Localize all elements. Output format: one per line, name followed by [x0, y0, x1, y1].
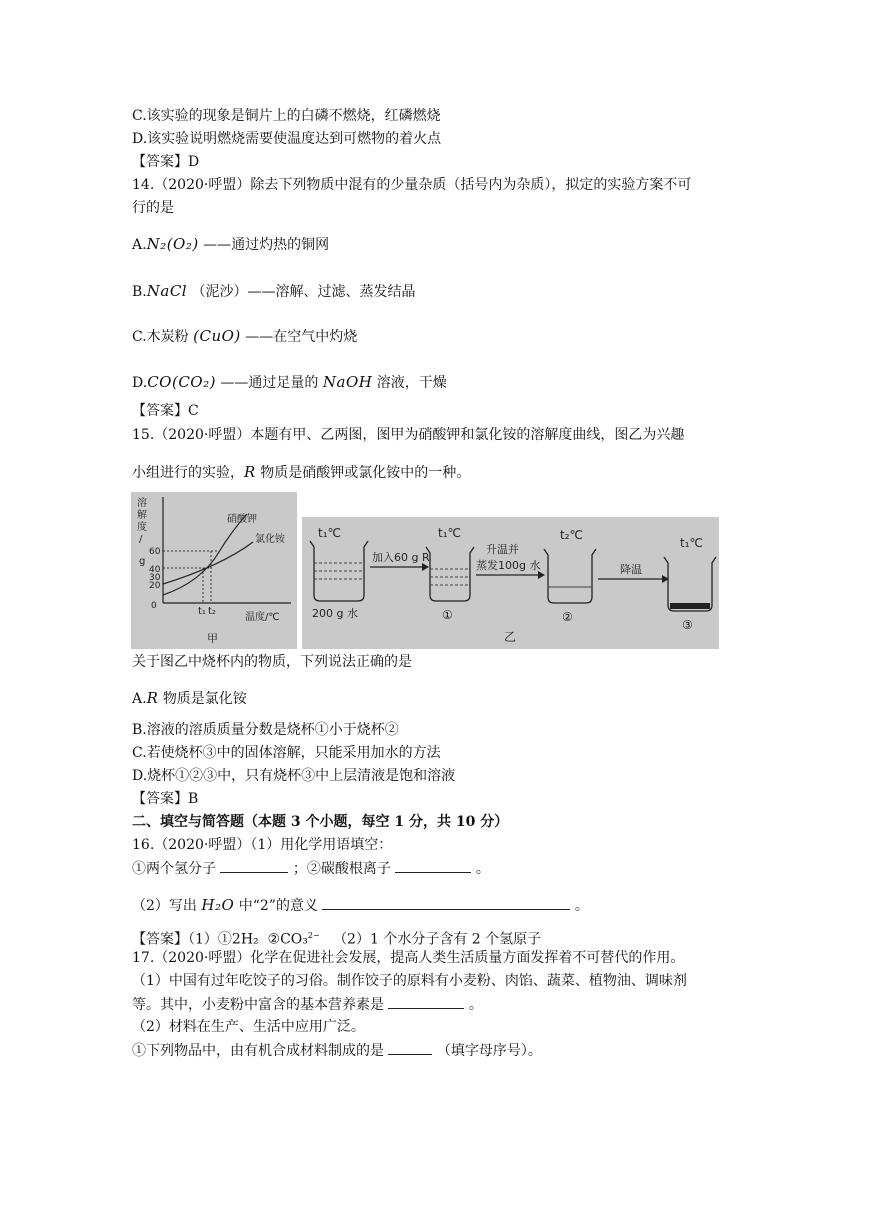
jia-ylabel-0: 溶: [137, 498, 147, 509]
figure-yi: [302, 517, 719, 649]
q16-part1-label: ①两个氢分子: [132, 861, 216, 877]
q14-d-formula2: NaOH: [322, 373, 373, 391]
q15-option-b: B.溶液的溶质质量分数是烧杯①小于烧杯②: [132, 722, 399, 738]
q14-c-formula: (CuO): [193, 327, 241, 345]
q17-p1-line2-pre: 等。其中，小麦粉中富含的基本营养素是: [132, 997, 384, 1013]
q16-part1-end: 。: [475, 861, 490, 877]
q16-part1-mid: ；②碳酸根离子: [292, 861, 391, 877]
q15-a-text: 物质是氯化铵: [162, 691, 247, 707]
yi-beaker3-solid: [670, 603, 710, 609]
yi-beaker1-temp: t₁℃: [438, 526, 461, 540]
q17-p1-line2: [132, 994, 483, 1015]
jia-ylabel-1: 解: [137, 510, 147, 521]
q16-blank1[interactable]: [220, 858, 288, 873]
q15-stem-line2: [132, 462, 470, 483]
yi-arrow1-head: [422, 563, 429, 571]
q14-stem-line1: 14.（2020·呼盟）除去下列物质中混有的少量杂质（括号内为杂质），拟定的实验方案不可: [132, 177, 692, 193]
q13-option-d: D.该实验说明燃烧需要使温度达到可燃物的着火点: [132, 131, 442, 147]
jia-caption: 甲: [207, 632, 218, 645]
q16-answer-label: 【答案】: [132, 931, 188, 948]
section2-heading: 二、填空与简答题（本题 3 个小题，每空 1 分，共 10 分）: [132, 814, 509, 830]
q16-part2-mid: 中“2”的意义: [238, 898, 318, 914]
q14-option-d: [132, 372, 447, 393]
yi-beaker2-num: ②: [562, 610, 573, 624]
jia-ytick-0: 0: [151, 601, 157, 611]
q14-a-prefix: A.: [132, 237, 147, 253]
yi-beaker1-num: ①: [442, 608, 453, 622]
jia-curve2-label: 氯化铵: [255, 534, 285, 545]
q17-stem: 17.（2020·呼盟）化学在促进社会发展，提高人类生活质量方面发挥着不可替代的作用。: [132, 950, 685, 966]
q14-c-prefix: C.木炭粉: [132, 329, 189, 345]
q14-b-formula: NaCl: [146, 282, 188, 300]
q16-answer: [132, 926, 541, 950]
q16-part2-formula: H₂O: [201, 896, 235, 914]
jia-xtick-t2: t₂: [208, 606, 216, 617]
q17-p2-sub: [132, 1040, 542, 1061]
q15-question: 关于图乙中烧杯内的物质，下列说法正确的是: [132, 654, 412, 670]
q15-stem-line2-post: 物质是硝酸钾或氯化铵中的一种。: [260, 465, 471, 481]
q16-answer-1: （1）①2H₂: [188, 931, 259, 948]
q14-option-a: [132, 234, 329, 255]
q14-stem-line2: 行的是: [132, 200, 174, 216]
q14-d-formula: CO(CO₂): [147, 373, 216, 391]
yi-beaker3: [664, 557, 716, 611]
jia-ylabel-2: 度: [137, 522, 147, 533]
figure-jia: [131, 492, 297, 649]
yi-step2-line1: 升温并: [486, 543, 519, 556]
q15-stem-formula: R: [244, 463, 256, 481]
jia-ytick-20: 20: [149, 581, 161, 591]
jia-ylabel-3: /: [139, 534, 143, 545]
q14-a-formula: N₂(O₂): [146, 235, 199, 253]
q16-answer-2-sup: 2−: [307, 931, 320, 940]
yi-step1: 加入60 g R: [372, 551, 430, 564]
q15-option-d: D.烧杯①②③中，只有烧杯③中上层清液是饱和溶液: [132, 768, 456, 784]
yi-beaker3-temp: t₁℃: [680, 536, 703, 550]
q16-part2-pre: （2）写出: [132, 898, 197, 914]
jia-ytick-60: 60: [149, 547, 161, 557]
q17-p1-line2-end: 。: [468, 997, 483, 1013]
q15-a-formula: R: [146, 689, 159, 707]
yi-beaker2: [544, 549, 596, 603]
jia-curve-nh4cl: [163, 542, 253, 584]
yi-caption: 乙: [504, 630, 517, 644]
q17-p2-sub-post: （填字母序号）。: [436, 1043, 542, 1059]
q15-option-a: [132, 688, 247, 709]
q16-part2-end: 。: [574, 898, 589, 914]
yi-arrow2-head: [538, 571, 545, 579]
q14-option-c: [132, 326, 357, 347]
jia-curve1-label: 硝酸钾: [227, 514, 257, 525]
q14-b-text: （泥沙）——溶解、过滤、蒸发结晶: [191, 284, 416, 300]
q13-answer: 【答案】D: [132, 154, 200, 170]
jia-ylabel-4: g: [139, 556, 146, 567]
q16-answer-2: ②CO₃: [267, 931, 308, 948]
q17-blank1[interactable]: [388, 994, 464, 1009]
jia-xlabel: 温度/℃: [245, 612, 280, 623]
q14-d-prefix: D.: [132, 375, 148, 391]
yi-beaker0-temp: t₁℃: [318, 526, 341, 540]
jia-ytick-30: 30: [149, 573, 161, 583]
jia-xtick-t1: t₁: [198, 606, 206, 617]
yi-beaker1: [426, 547, 474, 601]
q13-option-c: C.该实验的现象是铜片上的白磷不燃烧，红磷燃烧: [132, 108, 441, 124]
q16-part2: [132, 895, 589, 916]
jia-ytick-40: 40: [149, 565, 161, 575]
q14-d-text-mid: ——通过足量的: [220, 375, 319, 391]
yi-beaker2-temp: t₂℃: [560, 528, 583, 542]
yi-step2-line2: 蒸发100g 水: [476, 559, 541, 572]
q17-blank2[interactable]: [388, 1040, 432, 1055]
q16-answer-3: （2）1 个水分子含有 2 个氢原子: [333, 931, 542, 948]
yi-beaker0-label: 200 g 水: [312, 607, 358, 620]
q15-option-c: C.若使烧杯③中的固体溶解，只能采用加水的方法: [132, 745, 441, 761]
q16-blank2[interactable]: [395, 858, 471, 873]
q16-blank3[interactable]: [322, 895, 570, 910]
q16-part1: [132, 858, 490, 879]
q16-stem: 16.（2020·呼盟）（1）用化学用语填空：: [132, 837, 393, 853]
q17-p2-sub-pre: ①下列物品中，由有机合成材料制成的是: [132, 1043, 384, 1059]
q15-stem-line2-pre: 小组进行的实验，: [132, 465, 244, 481]
q15-answer: 【答案】B: [132, 791, 199, 807]
q14-option-b: [132, 281, 416, 302]
q14-c-text: ——在空气中灼烧: [245, 329, 358, 345]
q14-a-text: ——通过灼热的铜网: [203, 237, 330, 253]
q14-d-text-end: 溶液，干燥: [376, 375, 447, 391]
q17-p1-line1: （1）中国有过年吃饺子的习俗。制作饺子的原料有小麦粉、肉馅、蔬菜、植物油、调味剂: [132, 973, 687, 989]
q17-p2: （2）材料在生产、生活中应用广泛。: [132, 1019, 365, 1035]
yi-beaker3-num: ③: [682, 618, 693, 632]
q15-stem-line1: 15.（2020·呼盟）本题有甲、乙两图，图甲为硝酸钾和氯化铵的溶解度曲线，图乙为兴趣: [132, 427, 685, 443]
q15-a-prefix: A.: [132, 691, 147, 707]
yi-step3: 降温: [620, 563, 642, 576]
q14-answer: 【答案】C: [132, 403, 199, 419]
q14-b-prefix: B.: [132, 284, 147, 300]
